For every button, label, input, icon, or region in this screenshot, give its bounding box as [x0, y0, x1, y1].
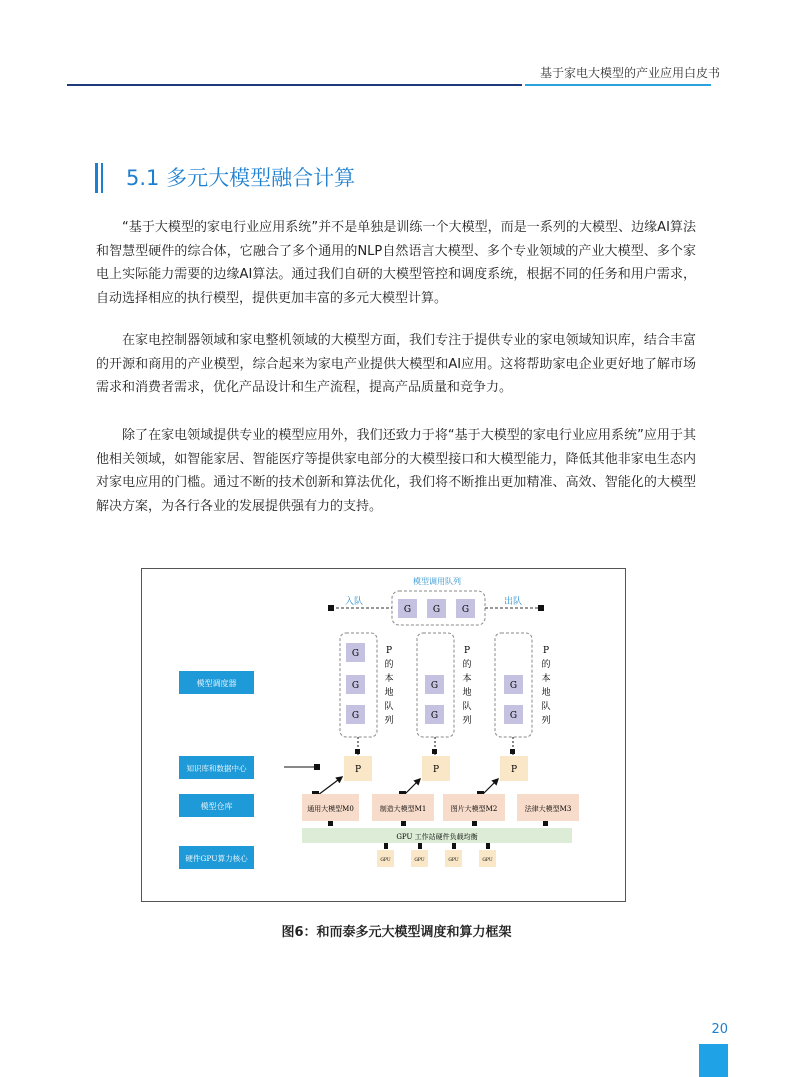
- page-corner-block: [699, 1044, 728, 1077]
- local-g-label-1c: G: [351, 711, 360, 721]
- queue-g-label-1: G: [403, 605, 412, 615]
- queue-g-label-3: G: [461, 605, 470, 615]
- p-label-2: P: [432, 765, 440, 775]
- local-g-label-1a: G: [351, 649, 360, 659]
- paragraph-1: “基于大模型的家电行业应用系统”并不是单独是训练一个大模型，而是一系列的大模型、边缘AI算法和智慧型硬件的综合体，它融合了多个通用的NLP自然语言大模型、多个专业领域的产业大模型、多个家电上实际能力需要的边缘AI算法。通过我们自研的大模型管控和调度系统，根据不同的任务和用户需求，自动选择相应的执行模型，提供更加丰富的多元大模型计算。: [96, 220, 696, 306]
- gpu-label-4: GPU: [482, 858, 493, 863]
- svg-text:本: 本: [384, 674, 394, 684]
- page-number: 20: [711, 1022, 728, 1037]
- gpu-conn-2: [418, 843, 422, 849]
- model-label-m1: 制造大模型M1: [379, 805, 427, 813]
- section-marker-gap: [98, 163, 101, 193]
- connector-end-2: [432, 749, 437, 754]
- svg-text:P: P: [542, 646, 550, 656]
- queue-title: 模型调用队列: [413, 577, 461, 586]
- arrow-m1-p2: [404, 779, 420, 795]
- svg-text:P: P: [385, 646, 393, 656]
- svg-text:的: 的: [541, 660, 551, 670]
- model-conn-m3: [543, 821, 548, 826]
- model-repo-label: 模型仓库: [200, 802, 233, 811]
- model-conn-m1: [401, 821, 406, 826]
- svg-text:地: 地: [462, 688, 472, 698]
- svg-text:队: 队: [541, 702, 551, 712]
- svg-text:本: 本: [462, 674, 472, 684]
- gpu-label-2: GPU: [414, 858, 425, 863]
- gpu-label-1: GPU: [380, 858, 391, 863]
- p-label-1: P: [354, 765, 362, 775]
- architecture-diagram: [142, 569, 625, 901]
- svg-text:地: 地: [541, 688, 551, 698]
- svg-text:P: P: [463, 646, 471, 656]
- local-queue-caption-2: [462, 646, 471, 726]
- header-title: 基于家电大模型的产业应用白皮书: [539, 66, 720, 80]
- local-g-label-3b: G: [509, 711, 518, 721]
- svg-text:队: 队: [462, 702, 472, 712]
- svg-text:的: 的: [384, 660, 394, 670]
- queue-g-label-2: G: [432, 605, 441, 615]
- gpu-label-3: GPU: [448, 858, 459, 863]
- svg-text:地: 地: [384, 688, 394, 698]
- connector-end-3: [510, 749, 515, 754]
- knowledge-base-label: 知识库和数据中心: [186, 764, 247, 773]
- enqueue-label: 入队: [344, 597, 364, 607]
- local-queue-caption-1: [384, 646, 393, 726]
- architecture-figure: [141, 568, 626, 902]
- figure-caption: 图6：和而泰多元大模型调度和算力框架: [281, 925, 512, 940]
- gpu-conn-1: [384, 843, 388, 849]
- header-rule-accent: [525, 84, 711, 86]
- local-g-label-2a: G: [430, 681, 439, 691]
- svg-text:列: 列: [384, 716, 394, 726]
- model-conn-m2: [472, 821, 477, 826]
- paragraph-3: 除了在家电领域提供专业的模型应用外，我们还致力于将“基于大模型的家电行业应用系统”应用于其他相关领域，如智能家居、智能医疗等提供家电部分的大模型接口和大模型能力，降低其他非家电生态内对家电应用的门槛。通过不断的技术创新和算法优化，我们将不断推出更加精准、高效、智能化的大模型解决方案，为各行各业的发展提供强有力的支持。: [96, 428, 696, 514]
- svg-text:本: 本: [541, 674, 551, 684]
- arrow-m0-p1: [318, 777, 342, 795]
- load-balance-label: GPU 工作站硬件负载均衡: [396, 833, 478, 841]
- model-label-m3: 法律大模型M3: [524, 805, 572, 813]
- model-label-m2: 图片大模型M2: [450, 805, 498, 813]
- local-g-label-2b: G: [430, 711, 439, 721]
- kb-arrow-end: [314, 764, 320, 770]
- enqueue-end: [328, 605, 334, 611]
- connector-end-1: [355, 749, 360, 754]
- gpu-conn-4: [486, 843, 490, 849]
- dequeue-label: 出队: [503, 597, 523, 607]
- section-title: 5.1 多元大模型融合计算: [126, 166, 356, 190]
- model-label-m0: 通用大模型M0: [307, 805, 354, 813]
- svg-text:列: 列: [462, 716, 472, 726]
- model-conn-m0: [328, 821, 333, 826]
- paragraph-2: 在家电控制器领域和家电整机领域的大模型方面，我们专注于提供专业的家电领域知识库，结合丰富的开源和商用的产业模型，综合起来为家电产业提供大模型和AI应用。这将帮助家电企业更好地了解市场需求和消费者需求，优化产品设计和生产流程，提高产品质量和竞争力。: [96, 333, 696, 395]
- header-rule-dark: [67, 84, 522, 86]
- p-label-3: P: [510, 765, 518, 775]
- svg-text:队: 队: [384, 702, 394, 712]
- gpu-conn-3: [452, 843, 456, 849]
- local-g-label-3a: G: [509, 681, 518, 691]
- local-queue-caption-3: [541, 646, 550, 726]
- local-g-label-1b: G: [351, 681, 360, 691]
- svg-text:列: 列: [541, 716, 551, 726]
- scheduler-label: 模型调度器: [196, 679, 237, 688]
- svg-text:的: 的: [462, 660, 472, 670]
- dequeue-end: [538, 605, 544, 611]
- gpu-core-label: 硬件GPU算力核心: [185, 854, 248, 863]
- arrow-m2-p3: [482, 779, 498, 795]
